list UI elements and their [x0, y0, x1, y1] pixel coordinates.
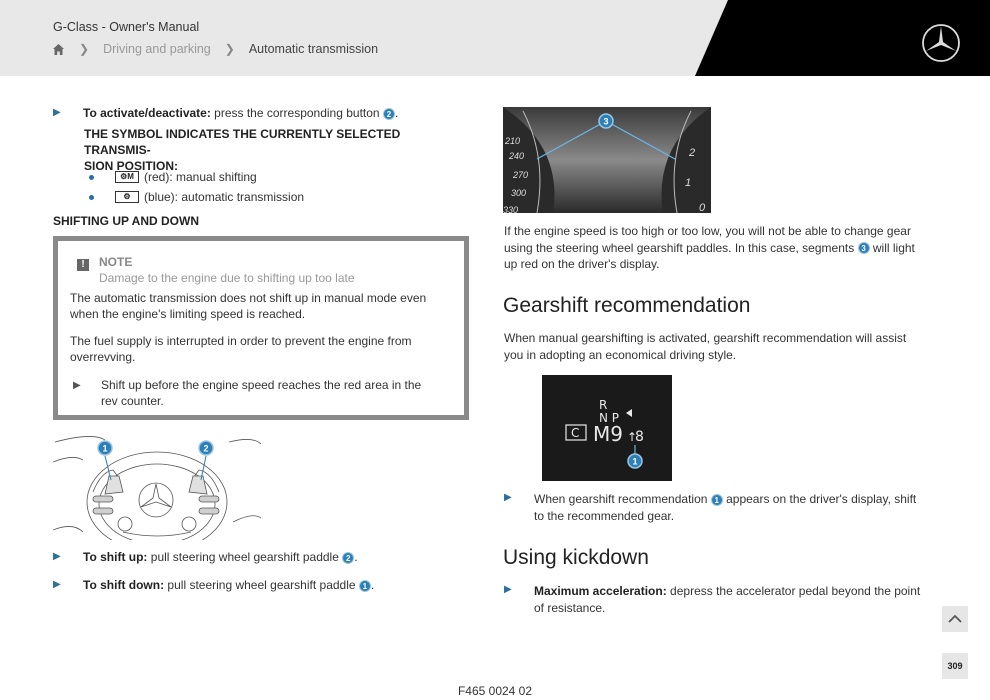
bullet-arrow-icon: ▶ [73, 380, 81, 391]
recommend-text-b: appears on the driver's display, shift to the recommended gear. [534, 492, 917, 523]
breadcrumb [52, 42, 378, 56]
note-paragraph-1: The automatic transmission does not shift up in manual mode even when the engine's limiting speed is reached. [70, 291, 427, 321]
bullet-arrow-icon: ▶ [504, 492, 512, 503]
tick-label: 1 [685, 177, 692, 189]
tick-label: 330 [503, 205, 519, 213]
sym-auto-text: (blue): automatic transmission [144, 190, 305, 204]
symbol-caps-text [84, 126, 464, 174]
wheel-badge-1: 1 [102, 443, 108, 454]
chevron-right-icon: ❯ [79, 42, 90, 56]
display-r: R [599, 398, 608, 412]
note-bullet-text: Shift up before the engine speed reaches the red area in the rev counter. [101, 378, 422, 408]
rpm-paragraph [504, 223, 924, 273]
tick-label: 0 [699, 202, 706, 213]
shift-down-label: To shift down: [83, 578, 165, 592]
badge-2-icon: 2 [383, 108, 395, 120]
app-title: G-Class - Owner's Manual [53, 20, 200, 34]
shift-down-instruction: ▶ To shift down: pull steering wheel gearshift paddle 1 . [53, 578, 375, 592]
activate-text: press the corresponding button [210, 106, 383, 120]
display-c: C [571, 426, 580, 440]
list-item [89, 170, 257, 184]
bullet-arrow-icon: ▶ [504, 584, 512, 595]
badge-3-icon: 3 [858, 242, 870, 254]
gearshift-display-image [542, 375, 672, 481]
display-np: N P [599, 411, 620, 425]
kickdown-instruction [504, 583, 924, 616]
wheel-badge-2: 2 [203, 443, 209, 454]
tick-label: 270 [513, 170, 529, 180]
mercedes-star-logo[interactable] [921, 23, 961, 63]
cluster-badge: 3 [603, 116, 609, 127]
shifting-heading: SHIFTING UP AND DOWN [53, 214, 199, 228]
activate-instruction: ▶ To activate/deactivate: press the corresponding button 2 . [53, 106, 399, 120]
tick-label: 210 [505, 136, 521, 146]
badge-1-icon: 1 [711, 494, 723, 506]
bullet-arrow-icon: ▶ [53, 551, 61, 562]
shift-down-text: pull steering wheel gearshift paddle [164, 578, 359, 592]
symbol-caps-line1: THE SYMBOL INDICATES THE CURRENTLY SELECTED TRANSMIS- [84, 127, 401, 157]
note-title: NOTE [99, 255, 133, 269]
header-black-panel [0, 0, 990, 76]
figure-code: F465 0024 02 [457, 684, 533, 698]
rpm-text-a: If the engine speed is too high or too low, you will not be able to change gear using the steering wheel gearshift paddles. In this case, segments [504, 224, 911, 255]
tick-label: 300 [511, 188, 527, 198]
display-arrow: ↑ [627, 430, 638, 444]
chevron-up-icon [942, 606, 968, 632]
recommend-instruction [504, 491, 924, 524]
note-box [53, 236, 469, 420]
tick-label: 2 [689, 147, 696, 159]
display-m: M9 [593, 422, 623, 446]
shift-up-label: To shift up: [83, 550, 148, 564]
kickdown-label: Maximum acceleration: [534, 584, 667, 598]
shift-up-instruction: ▶ To shift up: pull steering wheel gearshift paddle 2 . [53, 550, 358, 564]
breadcrumb-current: Automatic transmission [248, 42, 379, 56]
bullet-arrow-icon: ▶ [53, 579, 61, 590]
sym-manual-text: (red): manual shifting [144, 170, 257, 184]
note-bullet [70, 377, 450, 409]
list-item [89, 190, 304, 204]
display-badge: 1 [632, 456, 638, 467]
instrument-cluster-image [503, 107, 711, 213]
activate-label: To activate/deactivate: [83, 106, 211, 120]
recommend-text-a: When gearshift recommendation [534, 492, 711, 506]
breadcrumb-link[interactable]: Driving and parking [103, 42, 211, 56]
scroll-top-button[interactable] [942, 606, 968, 632]
note-subtitle: Damage to the engine due to shifting up too late [99, 271, 355, 285]
kickdown-text: depress the accelerator pedal beyond the point of resistance. [534, 584, 921, 615]
heading-gearshift: Gearshift recommendation [503, 294, 751, 317]
home-icon[interactable] [52, 43, 65, 56]
page-number: 309 [942, 653, 968, 679]
bullet-dot-icon [89, 195, 94, 200]
tick-label: 240 [509, 151, 525, 161]
auto-transmission-symbol-icon: ⚙ [115, 191, 139, 203]
note-paragraph-2: The fuel supply is interrupted in order to prevent the engine from overrevving. [70, 334, 412, 364]
gearshift-paragraph: When manual gearshifting is activated, gearshift recommendation will assist you in adopting an economical driving style. [504, 331, 907, 362]
badge-2-icon: 2 [342, 552, 354, 564]
manual-shift-symbol-icon: ⚙M [115, 171, 139, 183]
bullet-arrow-icon: ▶ [53, 107, 61, 118]
badge-1-icon: 1 [359, 580, 371, 592]
bullet-dot-icon [89, 175, 94, 180]
warning-icon: ! [77, 259, 89, 271]
steering-wheel-paddles-image [53, 432, 261, 540]
rpm-text-b: will light up red on the driver's display. [504, 240, 915, 271]
shift-up-text: pull steering wheel gearshift paddle [147, 550, 343, 564]
symbol-caps-line2: SION POSITION: [84, 159, 179, 173]
chevron-right-icon: ❯ [224, 42, 235, 56]
display-gear: 8 [635, 429, 644, 445]
heading-kickdown: Using kickdown [503, 546, 649, 569]
